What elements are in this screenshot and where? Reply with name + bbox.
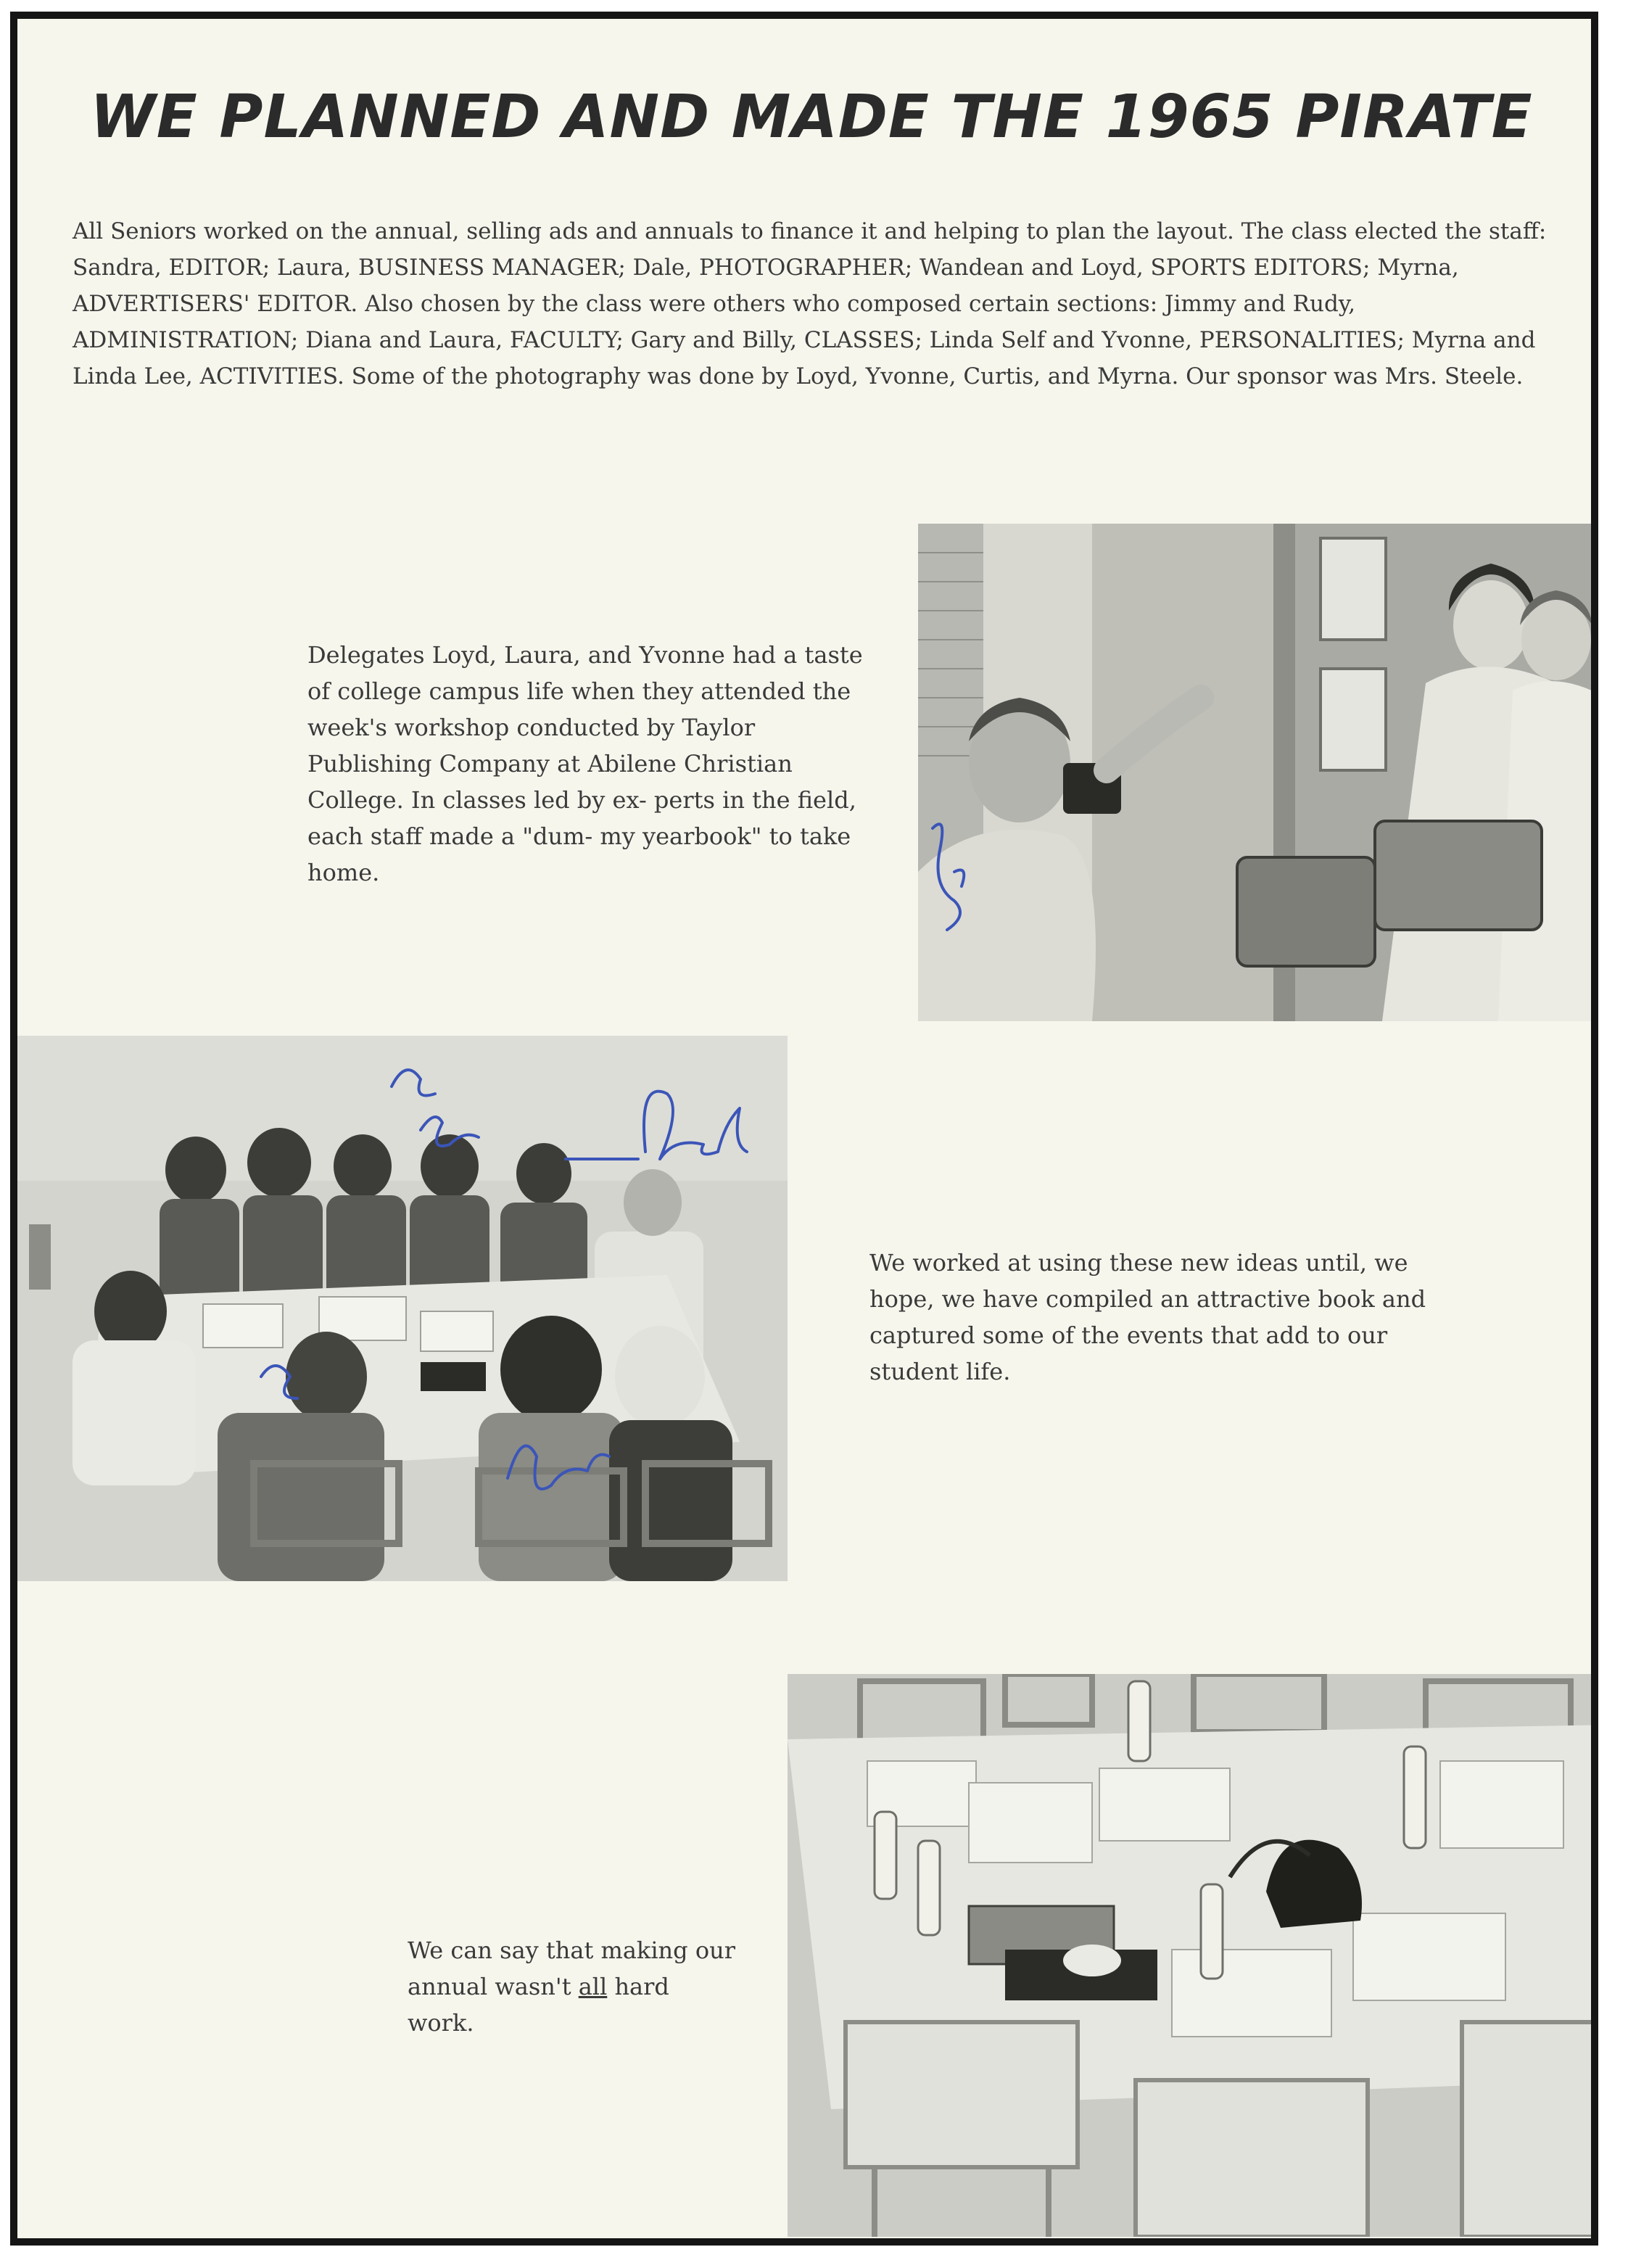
delegates-caption: Delegates Loyd, Laura, and Yvonne had a taste of college campus life when they attended the week's workshop conducted by Taylor Publishing Company at Abilene Christian College. In classes led by ex- perts in the field, each staff made a "dum- my yearbook" to take home. bbox=[307, 641, 863, 886]
staff-workshop-photo bbox=[15, 1036, 788, 1581]
hard-work-caption-start: We can say that making our annual wasn't bbox=[408, 1937, 735, 2000]
page-title: WE PLANNED AND MADE THE 1965 PIRATE bbox=[90, 83, 1533, 152]
hard-work-caption-end: hard work. bbox=[408, 1973, 669, 2037]
hard-work-emphasis: all bbox=[578, 1973, 608, 2000]
new-ideas-caption: We worked at using these new ideas until, we hope, we have compiled an attractive book and captured some of the events that add to our student life. bbox=[869, 1249, 1426, 1385]
intro-paragraph: All Seniors worked on the annual, selling ads and annuals to finance it and helping to plan the layout. The class elected the staff: Sandra, EDITOR; Laura, BUSINESS MANAGER; Dale, PHOTOGRAPHER; Wandean and Loyd, SPORTS EDITORS; Myrna, ADVERTISERS' EDITOR. Also chosen by the class were others who composed certain sections: Jimmy and Rudy, ADMINISTRATION; Diana and Laura, FACULTY; Gary and Billy, CLASSES; Linda Self and Yvonne, PERSONALITIES; Myrna and Linda Lee, ACTIVITIES. Some of the photography was done by Loyd, Yvonne, Curtis, and Myrna. Our sponsor was Mrs. Steele. bbox=[73, 218, 1547, 389]
hard-work-caption bbox=[408, 1932, 741, 2041]
yearbook-page bbox=[10, 12, 1598, 2246]
delegates-photo bbox=[918, 524, 1598, 1021]
work-table-photo bbox=[788, 1674, 1598, 2237]
